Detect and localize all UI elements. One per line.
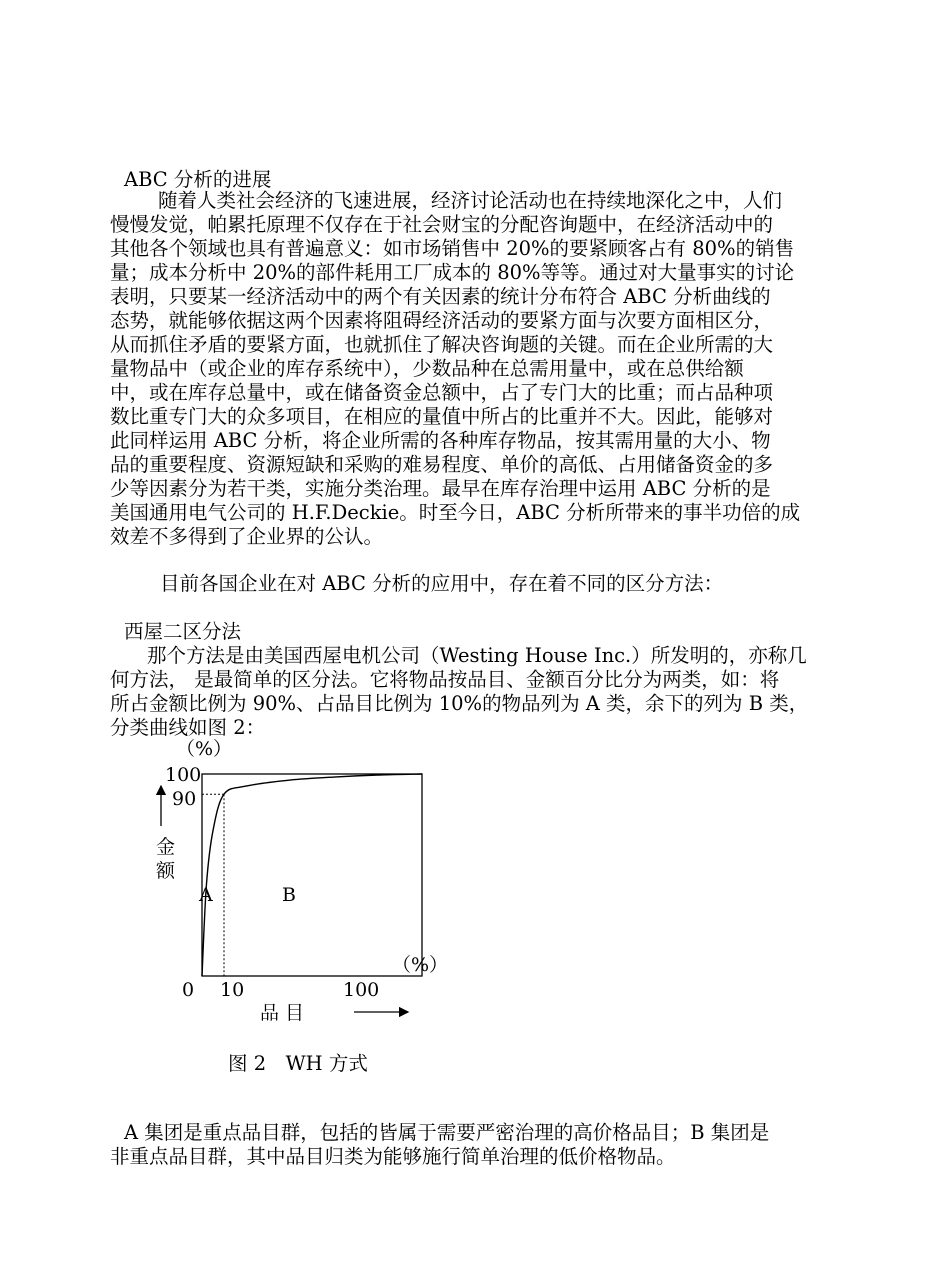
chart-svg [150,738,450,1028]
text-line: 此同样运用 ABC 分析，将企业所需的各种库存物品，按其需用量的大小、物 [110,429,771,452]
text-line: 何方法， 是最简单的区分法。它将物品按品目、金额百分比分为两类，如：将 [110,668,780,691]
wh-chart [150,738,450,1028]
x-tick-100: 100 [343,979,380,1001]
x-tick-10: 10 [220,979,245,1001]
text-line: 美国通用电气公司的 H.F.Deckie。时至今日，ABC 分析所带来的事半功倍的成 [110,501,801,524]
text-line: 效差不多得到了企业界的公认。 [110,525,384,548]
text-line: 分类曲线如图 2： [110,716,266,739]
text-line: 从而抓住矛盾的要紧方面，也就抓住了解决咨询题的关键。而在企业所需的大 [110,333,774,356]
y-tick-0: 0 [182,979,195,1001]
y-tick-100: 100 [165,764,202,786]
abc-curve [202,774,422,976]
text-line: 慢慢发觉，帕累托原理不仅存在于社会财宝的分配咨询题中，在经济活动中的 [110,213,774,236]
region-a-label: A [199,884,213,906]
y-axis-unit: （%） [176,738,233,760]
region-b-label: B [282,884,296,906]
text-line: 非重点品目群，其中品目归类为能够施行简单治理的低价格物品。 [110,1145,676,1168]
intro-line: 目前各国企业在对 ABC 分析的应用中，存在着不同的区分方法： [160,572,724,595]
y-label-char: 额 [156,860,176,882]
section-heading: ABC 分析的进展 [124,168,272,191]
text-line: 那个方法是由美国西屋电机公司（Westing House Inc.）所发明的，亦称几 [147,644,807,667]
text-line: 数比重专门大的众多项目，在相应的量值中所占的比重并不大。因此，能够对 [110,405,774,428]
x-axis-unit: （%） [392,954,449,976]
x-axis-label: 品 目 [260,1002,305,1024]
text-line: 少等因素分为若干类，实施分类治理。最早在库存治理中运用 ABC 分析的是 [110,477,771,500]
text-line: 中，或在库存总量中，或在储备资金总额中，占了专门大的比重；而占品种项 [110,381,774,404]
text-line: 表明，只要某一经济活动中的两个有关因素的统计分布符合 ABC 分析曲线的 [110,285,771,308]
text-line: 随着人类社会经济的飞速进展，经济讨论活动也在持续地深化之中，人们 [158,189,783,212]
section-heading: 西屋二区分法 [124,620,242,643]
text-line: 量物品中（或企业的库存系统中），少数品种在总需用量中，或在总供给额 [110,357,744,380]
text-line: A 集团是重点品目群，包括的皆属于需要严密治理的高价格品目；B 集团是 [124,1121,770,1144]
text-line: 其他各个领域也具有普遍意义：如市场销售中 20%的要紧顾客占有 80%的销售 [110,237,795,260]
figure-caption: 图 2 WH 方式 [228,1052,368,1075]
text-line: 品的重要程度、资源短缺和采购的难易程度、单价的高低、占用储备资金的多 [110,453,774,476]
text-line: 量；成本分析中 20%的部件耗用工厂成本的 80%等等。通过对大量事实的讨论 [110,261,795,284]
text-line: 态势，就能够依据这两个因素将阻碍经济活动的要紧方面与次要方面相区分， [110,309,774,332]
plot-frame [202,774,422,976]
y-tick-90: 90 [172,788,197,810]
text-line: 所占金额比例为 90%、占品目比例为 10%的物品列为 A 类，余下的列为 B 类， [110,692,809,715]
y-label-char: 金 [156,836,176,858]
